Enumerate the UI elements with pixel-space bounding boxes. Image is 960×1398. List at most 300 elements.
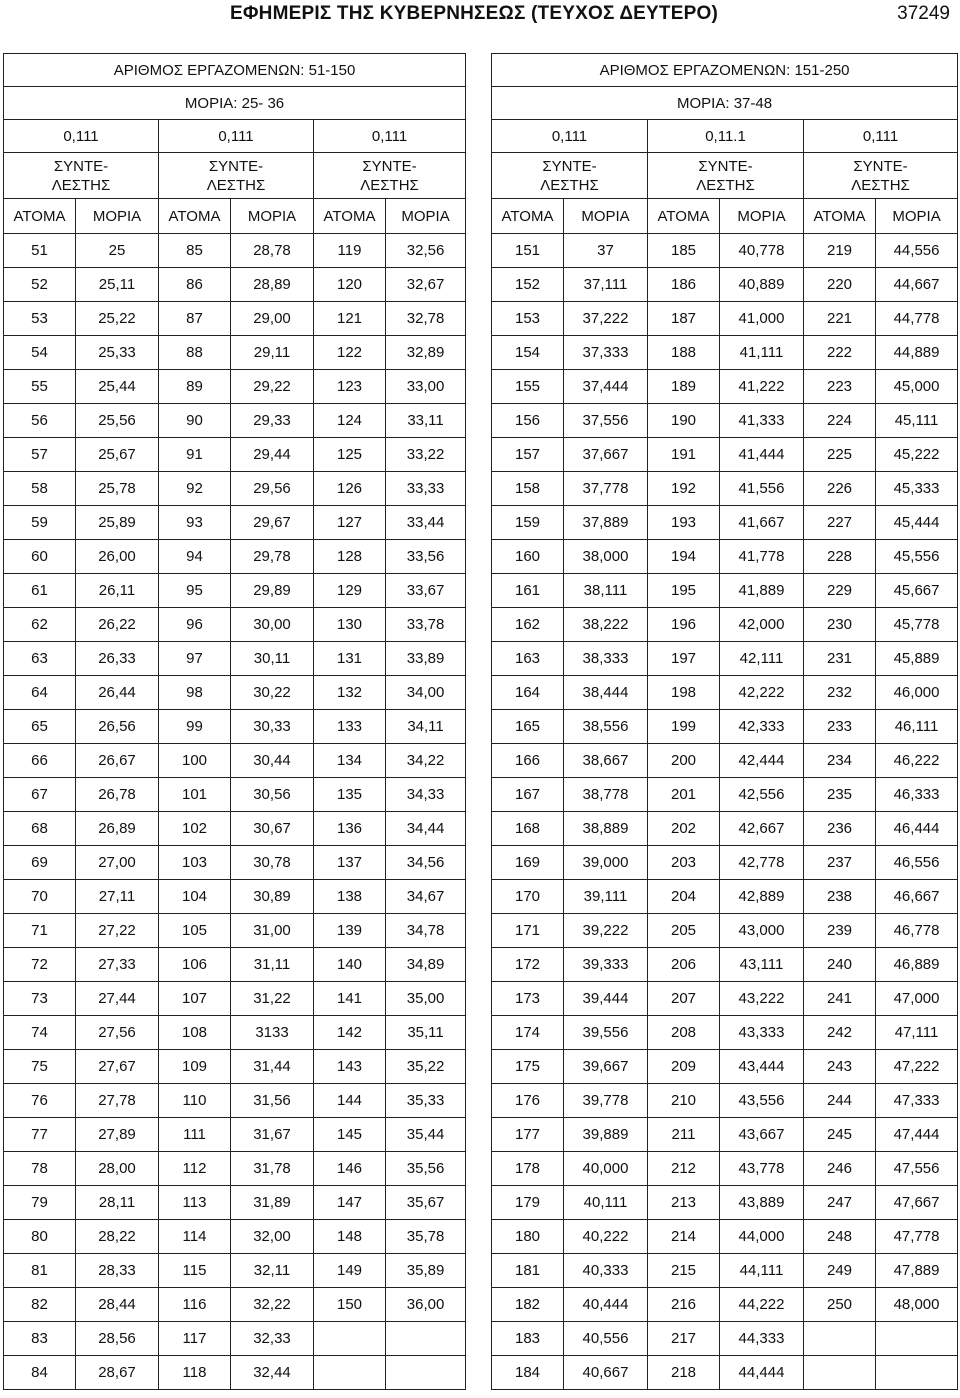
table-row xyxy=(492,778,958,812)
points-cell: 25,11 xyxy=(76,268,159,302)
points-cell: 42,111 xyxy=(720,642,804,676)
points-cell: 29,22 xyxy=(231,370,314,404)
points-cell: 32,00 xyxy=(231,1220,314,1254)
points-cell: 30,33 xyxy=(231,710,314,744)
coefficient-label: ΣΥΝΤΕ- ΛΕΣΤΗΣ xyxy=(4,153,159,199)
points-cell: 47,556 xyxy=(876,1152,958,1186)
persons-cell: 220 xyxy=(804,268,876,302)
persons-cell: 55 xyxy=(4,370,76,404)
points-cell: 28,22 xyxy=(76,1220,159,1254)
table-row xyxy=(492,472,958,506)
persons-cell: 145 xyxy=(314,1118,386,1152)
points-cell: 46,222 xyxy=(876,744,958,778)
table-row xyxy=(4,1220,466,1254)
points-cell: 40,444 xyxy=(564,1288,648,1322)
persons-cell: 146 xyxy=(314,1152,386,1186)
persons-cell: 159 xyxy=(492,506,564,540)
points-cell: 35,33 xyxy=(386,1084,466,1118)
points-cell: 45,111 xyxy=(876,404,958,438)
persons-cell: 245 xyxy=(804,1118,876,1152)
points-cell: 38,889 xyxy=(564,812,648,846)
persons-cell: 103 xyxy=(159,846,231,880)
persons-cell: 64 xyxy=(4,676,76,710)
persons-cell: 114 xyxy=(159,1220,231,1254)
points-cell: 27,67 xyxy=(76,1050,159,1084)
table-row xyxy=(4,234,466,268)
table-row xyxy=(4,1254,466,1288)
persons-cell: 156 xyxy=(492,404,564,438)
points-cell: 45,778 xyxy=(876,608,958,642)
points-cell: 45,889 xyxy=(876,642,958,676)
points-cell: 44,222 xyxy=(720,1288,804,1322)
table-row xyxy=(4,1016,466,1050)
table-row xyxy=(492,1118,958,1152)
points-cell: 37 xyxy=(564,234,648,268)
persons-cell: 186 xyxy=(648,268,720,302)
persons-cell: 121 xyxy=(314,302,386,336)
points-cell: 44,889 xyxy=(876,336,958,370)
persons-cell: 102 xyxy=(159,812,231,846)
persons-cell: 53 xyxy=(4,302,76,336)
persons-cell: 160 xyxy=(492,540,564,574)
coefficient-value: 0,111 xyxy=(492,120,648,153)
persons-cell: 62 xyxy=(4,608,76,642)
table-row xyxy=(4,744,466,778)
persons-cell: 138 xyxy=(314,880,386,914)
persons-cell: 88 xyxy=(159,336,231,370)
points-cell: 30,22 xyxy=(231,676,314,710)
points-cell: 31,56 xyxy=(231,1084,314,1118)
persons-cell: 238 xyxy=(804,880,876,914)
persons-cell: 143 xyxy=(314,1050,386,1084)
points-cell: 32,56 xyxy=(386,234,466,268)
persons-cell: 96 xyxy=(159,608,231,642)
persons-cell: 219 xyxy=(804,234,876,268)
persons-cell: 133 xyxy=(314,710,386,744)
points-cell: 47,333 xyxy=(876,1084,958,1118)
table-row xyxy=(492,676,958,710)
points-cell: 34,33 xyxy=(386,778,466,812)
persons-cell: 109 xyxy=(159,1050,231,1084)
points-cell: 42,333 xyxy=(720,710,804,744)
points-cell: 26,22 xyxy=(76,608,159,642)
persons-cell: 165 xyxy=(492,710,564,744)
column-header-points: ΜΟΡΙΑ xyxy=(386,199,466,234)
points-cell: 43,444 xyxy=(720,1050,804,1084)
points-cell: 41,111 xyxy=(720,336,804,370)
table-row xyxy=(492,744,958,778)
points-cell: 37,222 xyxy=(564,302,648,336)
table-row xyxy=(492,1220,958,1254)
points-cell: 32,89 xyxy=(386,336,466,370)
points-cell: 29,11 xyxy=(231,336,314,370)
persons-cell: 184 xyxy=(492,1356,564,1390)
points-cell: 35,56 xyxy=(386,1152,466,1186)
points-cell: 29,56 xyxy=(231,472,314,506)
persons-cell: 78 xyxy=(4,1152,76,1186)
points-cell: 28,00 xyxy=(76,1152,159,1186)
coefficient-value: 0,111 xyxy=(804,120,958,153)
coefficient-label: ΣΥΝΤΕ- ΛΕΣΤΗΣ xyxy=(492,153,648,199)
points-cell: 44,333 xyxy=(720,1322,804,1356)
persons-cell: 177 xyxy=(492,1118,564,1152)
points-cell: 32,11 xyxy=(231,1254,314,1288)
points-cell: 33,11 xyxy=(386,404,466,438)
persons-cell: 140 xyxy=(314,948,386,982)
points-cell: 25,22 xyxy=(76,302,159,336)
persons-cell: 169 xyxy=(492,846,564,880)
table-row xyxy=(4,1322,466,1356)
points-cell: 25,44 xyxy=(76,370,159,404)
points-cell: 34,22 xyxy=(386,744,466,778)
points-cell: 41,889 xyxy=(720,574,804,608)
persons-cell: 144 xyxy=(314,1084,386,1118)
persons-cell: 192 xyxy=(648,472,720,506)
table-row xyxy=(492,302,958,336)
persons-cell: 87 xyxy=(159,302,231,336)
points-cell: 38,222 xyxy=(564,608,648,642)
points-cell: 40,778 xyxy=(720,234,804,268)
table-row xyxy=(4,846,466,880)
persons-cell: 130 xyxy=(314,608,386,642)
points-cell: 27,22 xyxy=(76,914,159,948)
persons-cell: 212 xyxy=(648,1152,720,1186)
persons-cell: 193 xyxy=(648,506,720,540)
persons-cell: 104 xyxy=(159,880,231,914)
persons-cell: 203 xyxy=(648,846,720,880)
persons-cell: 79 xyxy=(4,1186,76,1220)
persons-cell: 60 xyxy=(4,540,76,574)
points-cell: 39,444 xyxy=(564,982,648,1016)
persons-cell: 224 xyxy=(804,404,876,438)
points-cell: 43,556 xyxy=(720,1084,804,1118)
points-cell: 39,333 xyxy=(564,948,648,982)
table-row xyxy=(4,336,466,370)
table-row xyxy=(4,506,466,540)
points-cell: 46,111 xyxy=(876,710,958,744)
persons-cell: 70 xyxy=(4,880,76,914)
persons-cell: 118 xyxy=(159,1356,231,1390)
persons-cell: 97 xyxy=(159,642,231,676)
column-header-points: ΜΟΡΙΑ xyxy=(564,199,648,234)
points-cell: 25,56 xyxy=(76,404,159,438)
persons-cell: 132 xyxy=(314,676,386,710)
points-cell: 35,89 xyxy=(386,1254,466,1288)
points-cell: 40,111 xyxy=(564,1186,648,1220)
points-cell: 40,333 xyxy=(564,1254,648,1288)
points-cell: 40,667 xyxy=(564,1356,648,1390)
points-cell: 47,667 xyxy=(876,1186,958,1220)
points-cell: 30,11 xyxy=(231,642,314,676)
points-cell: 32,22 xyxy=(231,1288,314,1322)
points-cell xyxy=(876,1356,958,1390)
points-cell: 26,67 xyxy=(76,744,159,778)
points-cell: 37,556 xyxy=(564,404,648,438)
table-row xyxy=(492,880,958,914)
points-cell: 38,778 xyxy=(564,778,648,812)
points-cell: 45,667 xyxy=(876,574,958,608)
persons-cell xyxy=(314,1322,386,1356)
points-cell: 27,44 xyxy=(76,982,159,1016)
persons-cell: 172 xyxy=(492,948,564,982)
persons-cell: 136 xyxy=(314,812,386,846)
points-cell: 31,89 xyxy=(231,1186,314,1220)
persons-cell: 201 xyxy=(648,778,720,812)
persons-cell: 232 xyxy=(804,676,876,710)
persons-cell: 235 xyxy=(804,778,876,812)
table-row xyxy=(492,982,958,1016)
persons-cell: 161 xyxy=(492,574,564,608)
points-cell: 35,00 xyxy=(386,982,466,1016)
gazette-title: ΕΦΗΜΕΡΙΣ ΤΗΣ ΚΥΒΕΡΝΗΣΕΩΣ (ΤΕΥΧΟΣ ΔΕΥΤΕΡΟ) xyxy=(230,3,718,24)
points-cell: 47,889 xyxy=(876,1254,958,1288)
table-row xyxy=(492,1322,958,1356)
persons-cell: 178 xyxy=(492,1152,564,1186)
points-cell: 32,67 xyxy=(386,268,466,302)
points-cell: 44,667 xyxy=(876,268,958,302)
persons-cell: 80 xyxy=(4,1220,76,1254)
points-cell: 43,667 xyxy=(720,1118,804,1152)
points-cell: 27,89 xyxy=(76,1118,159,1152)
persons-cell: 51 xyxy=(4,234,76,268)
points-cell: 26,11 xyxy=(76,574,159,608)
table-row xyxy=(492,1186,958,1220)
points-cell: 34,67 xyxy=(386,880,466,914)
persons-cell: 66 xyxy=(4,744,76,778)
persons-cell: 65 xyxy=(4,710,76,744)
persons-cell: 56 xyxy=(4,404,76,438)
points-cell: 41,000 xyxy=(720,302,804,336)
points-cell: 25,78 xyxy=(76,472,159,506)
table-row xyxy=(492,1152,958,1186)
table-row xyxy=(4,404,466,438)
points-cell: 46,667 xyxy=(876,880,958,914)
table-row xyxy=(4,608,466,642)
persons-cell: 90 xyxy=(159,404,231,438)
points-cell: 40,000 xyxy=(564,1152,648,1186)
points-cell: 38,667 xyxy=(564,744,648,778)
persons-cell: 92 xyxy=(159,472,231,506)
points-cell: 41,556 xyxy=(720,472,804,506)
points-cell: 33,78 xyxy=(386,608,466,642)
persons-cell: 215 xyxy=(648,1254,720,1288)
points-cell: 45,444 xyxy=(876,506,958,540)
points-cell: 43,000 xyxy=(720,914,804,948)
persons-cell: 95 xyxy=(159,574,231,608)
points-cell: 27,11 xyxy=(76,880,159,914)
points-cell: 30,44 xyxy=(231,744,314,778)
column-header-persons: ΑΤΟΜΑ xyxy=(648,199,720,234)
table-row xyxy=(4,1152,466,1186)
table-row xyxy=(492,608,958,642)
points-cell: 31,00 xyxy=(231,914,314,948)
persons-cell: 180 xyxy=(492,1220,564,1254)
table-row xyxy=(4,880,466,914)
points-cell: 33,00 xyxy=(386,370,466,404)
persons-cell: 200 xyxy=(648,744,720,778)
page-number: 37249 xyxy=(897,3,950,24)
points-cell: 31,11 xyxy=(231,948,314,982)
persons-cell: 171 xyxy=(492,914,564,948)
table-row xyxy=(492,710,958,744)
points-cell: 31,44 xyxy=(231,1050,314,1084)
coefficient-label: ΣΥΝΤΕ- ΛΕΣΤΗΣ xyxy=(804,153,958,199)
points-cell: 36,00 xyxy=(386,1288,466,1322)
points-cell: 27,33 xyxy=(76,948,159,982)
persons-cell: 149 xyxy=(314,1254,386,1288)
points-cell: 44,556 xyxy=(876,234,958,268)
persons-cell: 110 xyxy=(159,1084,231,1118)
points-cell: 43,333 xyxy=(720,1016,804,1050)
table-row xyxy=(492,1050,958,1084)
persons-cell: 105 xyxy=(159,914,231,948)
points-cell: 33,44 xyxy=(386,506,466,540)
persons-cell: 173 xyxy=(492,982,564,1016)
persons-cell: 205 xyxy=(648,914,720,948)
persons-cell: 151 xyxy=(492,234,564,268)
points-cell: 34,11 xyxy=(386,710,466,744)
table-row xyxy=(4,574,466,608)
points-cell: 43,778 xyxy=(720,1152,804,1186)
persons-cell: 153 xyxy=(492,302,564,336)
persons-cell: 119 xyxy=(314,234,386,268)
persons-cell: 181 xyxy=(492,1254,564,1288)
persons-cell: 98 xyxy=(159,676,231,710)
points-cell: 29,33 xyxy=(231,404,314,438)
points-cell: 35,11 xyxy=(386,1016,466,1050)
table-row xyxy=(4,778,466,812)
persons-cell: 237 xyxy=(804,846,876,880)
persons-cell: 227 xyxy=(804,506,876,540)
persons-cell: 67 xyxy=(4,778,76,812)
persons-cell: 59 xyxy=(4,506,76,540)
points-cell: 32,33 xyxy=(231,1322,314,1356)
points-cell: 47,000 xyxy=(876,982,958,1016)
points-cell: 46,778 xyxy=(876,914,958,948)
points-cell: 25,67 xyxy=(76,438,159,472)
points-cell: 28,78 xyxy=(231,234,314,268)
table-row xyxy=(4,710,466,744)
points-cell: 38,444 xyxy=(564,676,648,710)
points-cell: 41,333 xyxy=(720,404,804,438)
points-cell: 38,111 xyxy=(564,574,648,608)
points-cell: 35,67 xyxy=(386,1186,466,1220)
points-cell: 38,000 xyxy=(564,540,648,574)
points-cell: 44,000 xyxy=(720,1220,804,1254)
persons-cell: 84 xyxy=(4,1356,76,1390)
persons-cell: 222 xyxy=(804,336,876,370)
coefficient-value: 0,111 xyxy=(4,120,159,153)
persons-cell: 61 xyxy=(4,574,76,608)
points-cell: 41,444 xyxy=(720,438,804,472)
column-header-persons: ΑΤΟΜΑ xyxy=(4,199,76,234)
persons-cell: 179 xyxy=(492,1186,564,1220)
table-row xyxy=(492,1288,958,1322)
persons-cell: 107 xyxy=(159,982,231,1016)
points-cell: 38,556 xyxy=(564,710,648,744)
points-cell: 48,000 xyxy=(876,1288,958,1322)
table-row xyxy=(492,846,958,880)
persons-cell: 168 xyxy=(492,812,564,846)
persons-cell: 115 xyxy=(159,1254,231,1288)
table-row xyxy=(4,982,466,1016)
points-cell: 47,222 xyxy=(876,1050,958,1084)
persons-cell: 175 xyxy=(492,1050,564,1084)
table-row xyxy=(4,1356,466,1390)
points-cell: 46,444 xyxy=(876,812,958,846)
points-cell: 45,556 xyxy=(876,540,958,574)
persons-cell: 239 xyxy=(804,914,876,948)
points-cell: 27,78 xyxy=(76,1084,159,1118)
column-header-points: ΜΟΡΙΑ xyxy=(76,199,159,234)
persons-cell: 89 xyxy=(159,370,231,404)
points-cell: 40,222 xyxy=(564,1220,648,1254)
points-cell: 25 xyxy=(76,234,159,268)
points-cell: 34,89 xyxy=(386,948,466,982)
persons-cell: 225 xyxy=(804,438,876,472)
persons-cell: 230 xyxy=(804,608,876,642)
points-cell: 39,000 xyxy=(564,846,648,880)
persons-cell: 82 xyxy=(4,1288,76,1322)
points-cell: 46,000 xyxy=(876,676,958,710)
persons-cell: 72 xyxy=(4,948,76,982)
points-cell: 30,78 xyxy=(231,846,314,880)
points-cell: 26,44 xyxy=(76,676,159,710)
column-header-persons: ΑΤΟΜΑ xyxy=(804,199,876,234)
persons-cell: 199 xyxy=(648,710,720,744)
coefficient-label: ΣΥΝΤΕ- ΛΕΣΤΗΣ xyxy=(648,153,804,199)
points-cell: 42,667 xyxy=(720,812,804,846)
persons-cell: 166 xyxy=(492,744,564,778)
persons-cell: 241 xyxy=(804,982,876,1016)
points-cell: 31,78 xyxy=(231,1152,314,1186)
persons-cell: 135 xyxy=(314,778,386,812)
persons-cell: 106 xyxy=(159,948,231,982)
persons-cell: 240 xyxy=(804,948,876,982)
table-row xyxy=(492,1254,958,1288)
persons-cell: 63 xyxy=(4,642,76,676)
points-cell: 41,222 xyxy=(720,370,804,404)
persons-cell: 233 xyxy=(804,710,876,744)
points-cell: 35,44 xyxy=(386,1118,466,1152)
persons-cell: 129 xyxy=(314,574,386,608)
points-cell: 42,222 xyxy=(720,676,804,710)
table-row xyxy=(492,574,958,608)
persons-cell: 116 xyxy=(159,1288,231,1322)
points-cell: 45,333 xyxy=(876,472,958,506)
persons-cell: 243 xyxy=(804,1050,876,1084)
coefficient-value: 0,11.1 xyxy=(648,120,804,153)
persons-cell: 217 xyxy=(648,1322,720,1356)
persons-cell: 198 xyxy=(648,676,720,710)
points-cell: 40,556 xyxy=(564,1322,648,1356)
persons-cell: 188 xyxy=(648,336,720,370)
points-cell: 37,444 xyxy=(564,370,648,404)
persons-cell: 152 xyxy=(492,268,564,302)
table-row xyxy=(4,676,466,710)
persons-cell: 163 xyxy=(492,642,564,676)
points-cell: 28,56 xyxy=(76,1322,159,1356)
persons-cell: 54 xyxy=(4,336,76,370)
points-cell: 28,33 xyxy=(76,1254,159,1288)
persons-cell: 202 xyxy=(648,812,720,846)
points-cell: 27,56 xyxy=(76,1016,159,1050)
points-cell: 28,67 xyxy=(76,1356,159,1390)
table-row xyxy=(492,948,958,982)
table-row xyxy=(4,642,466,676)
persons-cell: 137 xyxy=(314,846,386,880)
points-cell: 42,444 xyxy=(720,744,804,778)
